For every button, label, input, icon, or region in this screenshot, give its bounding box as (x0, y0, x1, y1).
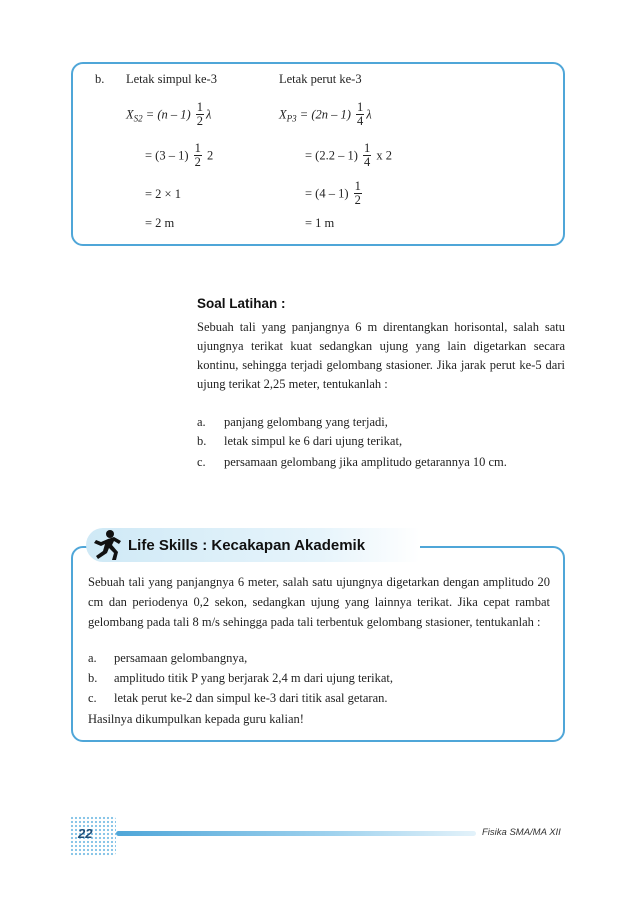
item-text: amplitudo titik P yang berjarak 2,4 m dari ujung terikat, (114, 671, 393, 685)
item-text: panjang gelombang yang terjadi, (224, 415, 388, 429)
left-line2-expression: = (3 – 1) (145, 148, 189, 163)
item-label: b. (197, 434, 207, 448)
lambda-symbol: λ (366, 107, 372, 122)
fraction: $\frac{1}{2}$ (196, 100, 204, 128)
page-number: 22 (78, 826, 93, 841)
fraction: $\frac{1}{2}$ (194, 141, 201, 169)
page-number-badge (70, 816, 116, 856)
right-variable: X (279, 107, 287, 122)
item-text: letak simpul ke 6 dari ujung terikat, (224, 434, 403, 448)
left-variable-subscript: S2 (133, 113, 143, 124)
fraction: $\frac{1}{4}$ (364, 141, 371, 169)
life-skills-item-b (88, 668, 558, 688)
right-formula-line-1 (279, 102, 372, 129)
exercise-item-b (197, 432, 567, 451)
life-skills-paragraph: Sebuah tali yang panjangnya 6 meter, salah satu ujungnya digetarkan dengan amplitudo 20 cm dan periodenya 0,2 sekon, sedangkan ujung yang lainnya terikat. Jika cepat rambat gelombang pada tali 8 m/s sehingga pada tali terbentuk gelombang stasioner, tentukanlah : (88, 575, 550, 629)
item-label: a. (88, 651, 97, 665)
left-formula-line-4: = 2 m (145, 216, 175, 230)
item-label: a. (197, 415, 206, 429)
item-text: letak perut ke-2 dan simpul ke-3 dari titik asal getaran. (114, 691, 388, 705)
footer-rule (116, 831, 476, 836)
left-line2-tail: 2 (207, 148, 214, 163)
right-line2-tail: x 2 (376, 148, 392, 163)
example-item-label: b. (95, 72, 105, 86)
right-formula-line-2 (305, 143, 392, 170)
exercise-item-a (197, 413, 567, 432)
lambda-symbol: λ (206, 107, 212, 122)
right-formula-line-3 (305, 181, 364, 208)
life-skills-item-a (88, 648, 558, 668)
life-skills-closing: Hasilnya dikumpulkan kepada guru kalian! (88, 712, 304, 726)
left-line1-expression: = (n – 1) (145, 107, 191, 122)
exercise-item-c (197, 453, 567, 472)
item-text: persamaan gelombang jika amplitudo getarannya 10 cm. (224, 455, 507, 469)
item-text: persamaan gelombangnya, (114, 651, 248, 665)
right-line1-expression: = (2n – 1) (299, 107, 351, 122)
exercise-title: Soal Latihan : (197, 296, 286, 311)
left-variable: X (126, 107, 134, 122)
fraction: $\frac{1}{4}$ (357, 100, 364, 128)
right-formula-line-4: = 1 m (305, 216, 335, 230)
item-label: c. (197, 455, 206, 469)
item-label: b. (88, 671, 98, 685)
left-formula-line-3: = 2 × 1 (145, 187, 181, 201)
left-formula-line-2 (145, 143, 213, 170)
right-variable-subscript: P3 (286, 113, 297, 124)
fraction: $\frac{1}{2}$ (354, 179, 361, 207)
book-title: Fisika SMA/MA XII (482, 827, 561, 838)
life-skills-title: Life Skills : Kecakapan Akademik (128, 537, 366, 554)
exercise-paragraph: Sebuah tali yang panjangnya 6 m direntangkan horisontal, salah satu ujungnya terikat kuat sedangkan ujung yang lain digetarkan secara kontinu, sehingga terjadi gelombang stasioner. Jika jarak perut ke-5 dari ujung terikat 2,25 meter, tentukanlah : (197, 320, 565, 391)
running-person-icon (88, 528, 124, 562)
right-line3-expression: = (4 – 1) (305, 186, 349, 201)
right-line2-expression: = (2.2 – 1) (305, 148, 358, 163)
left-formula-line-1 (126, 102, 211, 129)
right-heading: Letak perut ke-3 (279, 72, 362, 86)
item-label: c. (88, 691, 97, 705)
left-heading: Letak simpul ke-3 (126, 72, 217, 86)
life-skills-item-c (88, 688, 558, 708)
